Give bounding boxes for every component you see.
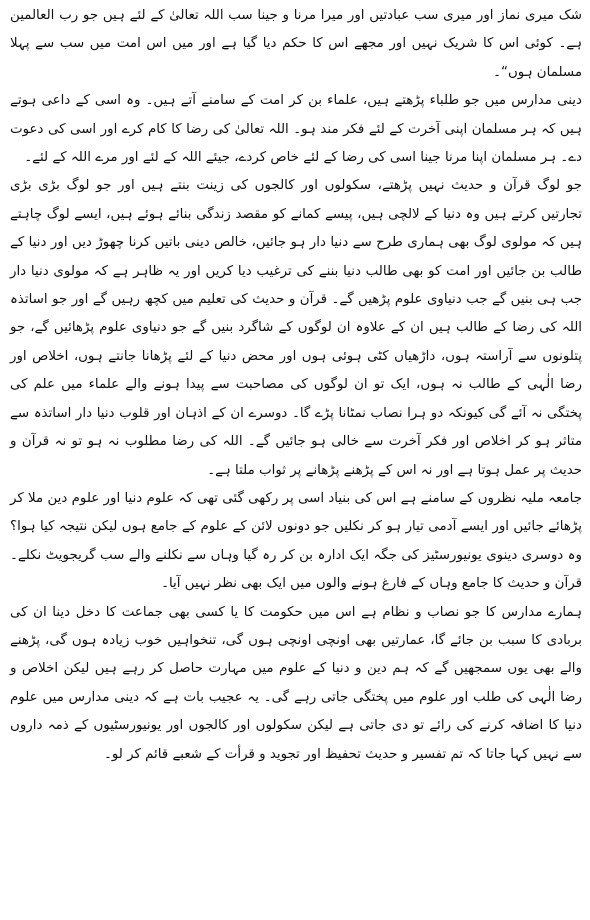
paragraph-3: جو لوگ قرآن و حدیث نہیں پڑھتے، سکولوں اور کالجوں کی زینت بنتے ہیں اور جو لوگ بڑی بڑی تجارتیں کرتے ہیں وہ دنیا کے لالچی ہیں، پیسے کمانے کو مقصد زندگی بنائے ہوئے ہیں، ایسے لوگ چاہتے ہیں کہ مولوی لوگ بھی ہماری طرح سے دنیا دار ہو جائیں، خالص دینی باتیں کرنا چھوڑ دیں اور دنیا کے طالب بن جائیں اور امت کو بھی طالب دنیا بننے کی ترغیب دیا کریں اور یہ ظاہر ہے کہ مولوی دنیا دار جب ہی بنیں گے جب دنیاوی علوم پڑھیں گے۔ قرآن و حدیث کی تعلیم میں کچھ رہیں گے اور جو اساتذہ اللہ کی رضا کے طالب ہیں ان کے علاوہ ان لوگوں کے شاگرد بنیں گے جو دنیاوی علوم پڑھائیں گے، جو پتلونوں سے آراستہ ہوں، داڑھیاں کٹی ہوئی ہوں اور محض دنیا کے لئے پڑھانا جانتے ہوں، اخلاص اور رضا الٰہی کے طالب نہ ہوں، ایک تو ان لوگوں کی مصاحبت سے پیدا ہونے والے علماء میں علم کی پختگی نہ آئے گی کیونکہ دو ہرا نصاب نمٹانا پڑے گا۔ دوسرے ان کے اذہان اور قلوب دنیا دار اساتذہ سے متاثر ہو کر اخلاص اور فکر آخرت سے خالی ہو جائیں گے۔ اللہ کی رضا مطلوب نہ ہو تو نہ قرآن و حدیث پر عمل ہوتا ہے اور نہ اس کے پڑھنے پڑھانے پر ثواب ملتا ہے۔ <box>10 178 582 478</box>
paragraph-1: شک میری نماز اور میری سب عبادتیں اور میرا مرنا و جینا سب اللہ تعالیٰ کے لئے ہیں جو رب العالمین ہے۔ کوئی اس کا شریک نہیں اور مجھے اس کا حکم دیا گیا ہے اور میں اس امت میں سب سے پہلا مسلمان ہوں“۔ <box>10 8 582 80</box>
paragraph-2: دینی مدارس میں جو طلباء پڑھتے ہیں، علماء بن کر امت کے سامنے آتے ہیں۔ وہ اسی کے داعی ہوتے ہیں کہ ہر مسلمان اپنی آخرت کے لئے فکر مند ہو۔ اللہ تعالیٰ کی رضا کا کام کرے اور اسی کی دعوت دے۔ ہر مسلمان اپنا مرنا جینا اسی کی رضا کے لئے خاص کردے، جیئے اللہ کے لئے اور مرے اللہ کے لئے۔ <box>10 93 582 166</box>
paragraph-5: ہمارے مدارس کا جو نصاب و نظام ہے اس میں حکومت کا یا کسی بھی جماعت کا دخل دینا ان کی بربادی کا سبب بن جائے گا، عمارتیں بھی اونچی اونچی ہوں گی، تنخواہیں خوب زیادہ ہوں گی، پڑھنے والے بھی یوں سمجھیں گے کہ ہم دین و دنیا کے علوم میں مہارت حاصل کر رہے ہیں لیکن اخلاص و رضا الٰہی کی طلب اور علوم میں پختگی جاتی رہے گی۔ یہ عجیب بات ہے کہ دینی مدارس میں علوم دنیا کا اضافہ کرنے کی رائے تو دی جاتی ہے لیکن سکولوں اور کالجوں اور یونیورسٹیوں کے ذمہ داروں سے نہیں کہا جاتا کہ تم تفسیر و حدیث تحفیظ اور تجوید و قرأت کے شعبے قائم کر لو۔ <box>10 604 582 762</box>
paragraph-4: جامعہ ملیہ نظروں کے سامنے ہے اس کی بنیاد اسی پر رکھی گئی تھی کہ علوم دنیا اور علوم دین ملا کر پڑھائے جائیں اور ایسے آدمی تیار ہو کر نکلیں جو دونوں لائن کے علوم کے جامع ہوں لیکن نتیجہ کیا ہوا؟ وہ دوسری دینوی یونیورسٹیز کی جگہ ایک ادارہ بن کر رہ گیا وہاں سے نکلنے والے سب گریجویٹ نکلے۔ قرآن و حدیث کا جامع وہاں کے فارغ ہونے والوں میں ایک بھی نظر نہیں آیا۔ <box>10 490 582 592</box>
